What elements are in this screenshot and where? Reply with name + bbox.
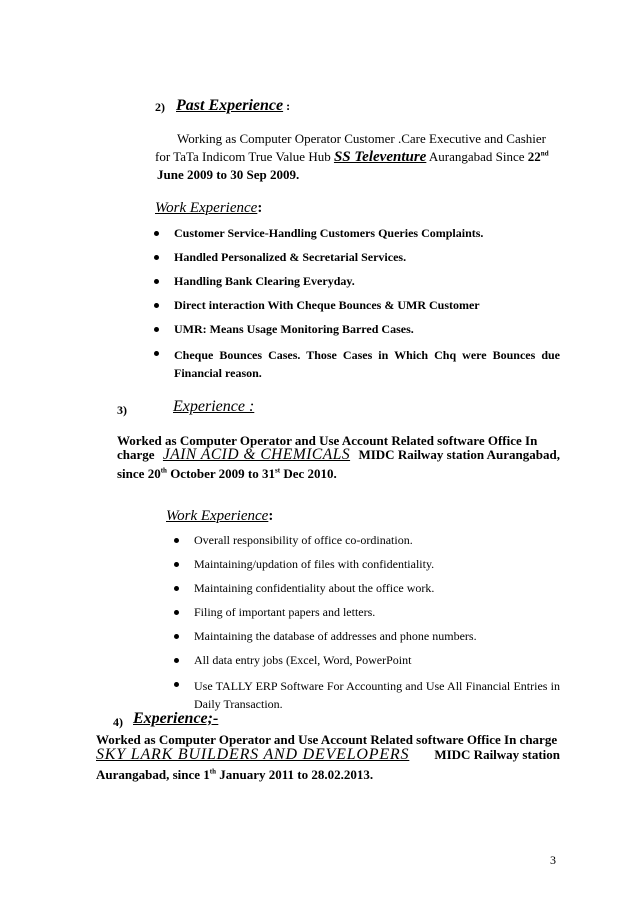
bullet-icon — [174, 610, 179, 615]
list-item: Maintaining confidentiality about the office work. — [174, 581, 560, 596]
section-2-para-line1: Working as Computer Operator Customer .Care Executive and Cashier — [177, 131, 546, 146]
section-4-location: MIDC Railway station — [434, 747, 560, 762]
list-item: Direct interaction With Cheque Bounces & UMR Customer — [154, 298, 560, 313]
bullet-icon — [154, 231, 159, 236]
section-4-para-line3: Aurangabad, since 1th January 2011 to 28.02.2013. — [96, 767, 374, 782]
section-4-para-line1: Worked as Computer Operator and Use Account Related software Office In charge — [96, 732, 558, 747]
section-3-para-line3: since 20th October 2009 to 31st Dec 2010. — [117, 466, 337, 481]
section-2-para-line2 — [155, 149, 549, 166]
section-2-date-sup: nd — [540, 149, 549, 158]
list-item: Customer Service-Handling Customers Queries Complaints. — [154, 226, 560, 241]
section-3-title: Experience : — [173, 398, 255, 415]
page-number: 3 — [550, 853, 556, 867]
section-4-number: 4) — [113, 715, 123, 729]
section-2-work-title: Work Experience — [155, 200, 258, 216]
section-3-para-line2 — [117, 446, 560, 464]
bullet-icon — [174, 586, 179, 591]
section-3-work-colon: : — [268, 508, 274, 524]
section-4-title: Experience;- — [133, 710, 219, 727]
section-2-company: SS Televenture — [333, 149, 427, 165]
section-3-work-title: Work Experience — [166, 508, 269, 524]
section-2-number: 2) — [155, 100, 165, 114]
section-3-work-heading — [166, 508, 273, 525]
bullet-icon — [154, 303, 159, 308]
bullet-icon — [174, 658, 179, 663]
list-item: Cheque Bounces Cases. Those Cases in Which Chq were Bounces due Financial reason. — [154, 346, 560, 382]
list-item: UMR: Means Usage Monitoring Barred Cases. — [154, 322, 560, 337]
bullet-icon — [174, 538, 179, 543]
bullet-icon — [174, 562, 179, 567]
bullet-icon — [154, 255, 159, 260]
bullet-icon — [154, 279, 159, 284]
section-2-bullet-list — [154, 226, 560, 382]
section-4-para-line2 — [96, 746, 560, 764]
section-3-bullet-list — [174, 533, 560, 713]
bullet-icon — [174, 682, 179, 687]
section-2-para-text2: Aurangabad Since — [428, 149, 525, 164]
section-2-date-range: June 2009 to 30 Sep 2009. — [157, 167, 300, 182]
section-3-location: MIDC Railway station Aurangabad, — [358, 447, 560, 462]
list-item: Use TALLY ERP Software For Accounting and Use All Financial Entries in Daily Transaction. — [174, 677, 560, 713]
section-3-para-line1: Worked as Computer Operator and Use Account Related software Office In — [117, 433, 538, 448]
list-item: Handling Bank Clearing Everyday. — [154, 274, 560, 289]
list-item: Maintaining/updation of files with confidentiality. — [174, 557, 560, 572]
bullet-icon — [154, 327, 159, 332]
section-2-title: Past Experience — [176, 97, 284, 114]
section-4-company: SKY LARK BUILDERS AND DEVELOPERS — [96, 746, 410, 763]
section-3-charge-label: charge — [117, 447, 155, 462]
section-2-colon: : — [283, 99, 291, 113]
list-item: Maintaining the database of addresses and phone numbers. — [174, 629, 560, 644]
section-2-work-colon: : — [257, 200, 263, 216]
section-2-date-day: 22 — [527, 149, 541, 164]
list-item: Handled Personalized & Secretarial Services. — [154, 250, 560, 265]
section-3-number: 3) — [117, 403, 127, 417]
list-item: All data entry jobs (Excel, Word, PowerPoint — [174, 653, 560, 668]
list-item: Overall responsibility of office co-ordination. — [174, 533, 560, 548]
bullet-icon — [174, 634, 179, 639]
section-2-work-heading — [155, 200, 262, 217]
bullet-icon — [154, 351, 159, 356]
list-item: Filing of important papers and letters. — [174, 605, 560, 620]
section-3-company: JAIN ACID & CHEMICALS — [162, 446, 351, 463]
section-2-para-text: for TaTa Indicom True Value Hub — [155, 149, 331, 164]
section-2-heading — [176, 97, 290, 115]
